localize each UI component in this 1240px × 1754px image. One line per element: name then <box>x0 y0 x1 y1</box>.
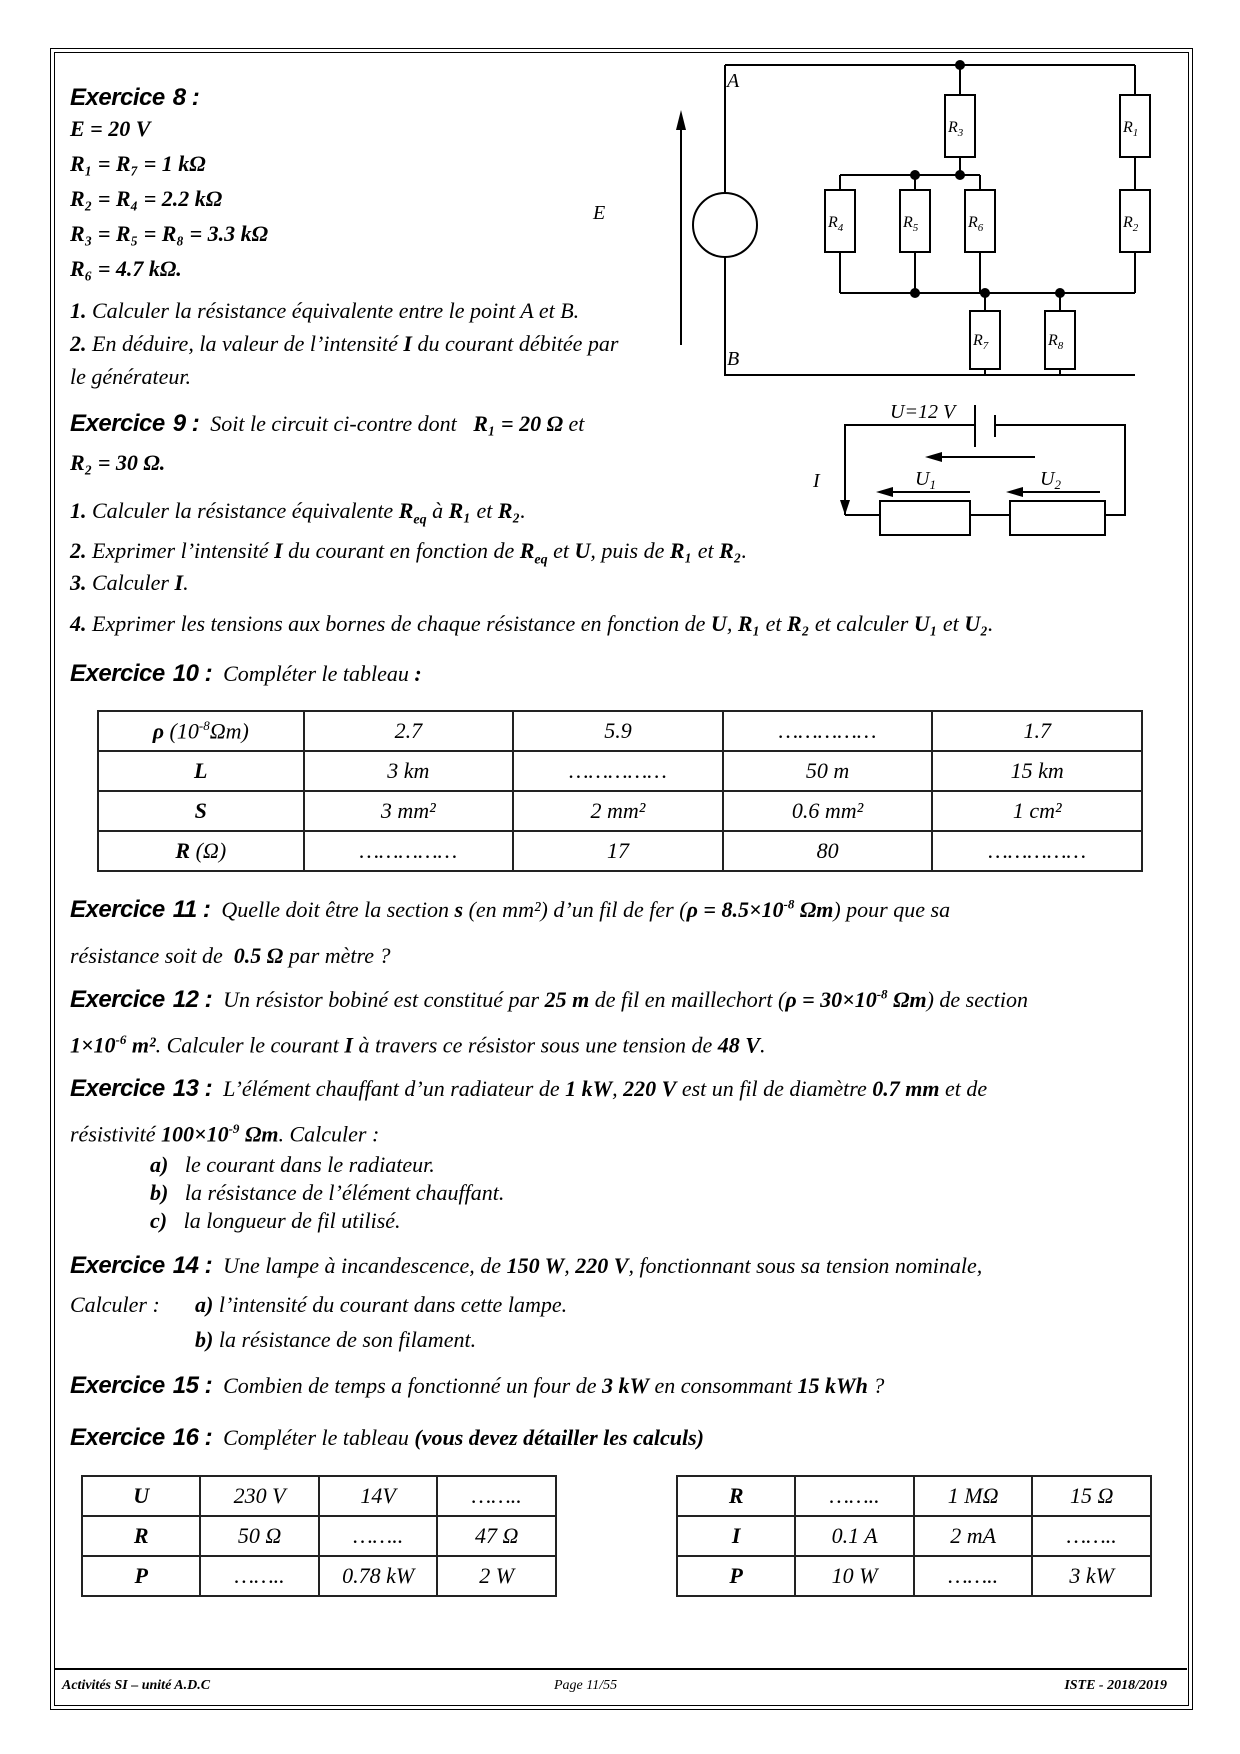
ex8-given-r6: R₆ = 4.7 kΩ. <box>70 256 182 281</box>
ex9-voltage-label: U=12 V <box>890 401 956 423</box>
r6-label: $R_6$ <box>968 214 984 234</box>
ex9-question-3: 3. Calculer I. <box>70 570 189 595</box>
node-b-label: B <box>727 348 740 370</box>
ex14-item-a: a) l’intensité du courant dans cette lampe. <box>195 1292 568 1317</box>
ex8-question-2-cont: le générateur. <box>70 364 191 389</box>
source-e-label: E <box>593 202 606 224</box>
table-cell: 1 cm² <box>932 791 1142 831</box>
ex13-item-a: a) le courant dans le radiateur. <box>150 1152 435 1177</box>
ex8-heading: Exercice 8 : <box>70 84 200 111</box>
r8-label: $R_8$ <box>1048 332 1064 352</box>
table-cell: …….. <box>319 1516 438 1556</box>
ex13-item-b: b) la résistance de l’élément chauffant. <box>150 1180 505 1205</box>
table-cell: …….. <box>795 1476 914 1516</box>
r4-label: $R_4$ <box>828 214 844 234</box>
table-cell: 3 km <box>304 751 514 791</box>
ex9-circuit-diagram <box>800 395 1140 555</box>
table-row <box>98 791 1142 831</box>
table-cell: 230 V <box>200 1476 319 1516</box>
table-row <box>98 711 1142 751</box>
ex14-calc-label: Calculer : <box>70 1292 160 1317</box>
ex9-u2-label: $U_2$ <box>1040 468 1061 492</box>
ex14-line-1: Exercice 14 : Une lampe à incandescence, de 150 W, 220 V, fonctionnant sous sa tension nominale, <box>70 1252 983 1279</box>
table-row <box>82 1556 556 1596</box>
ex8-question-1: 1. Calculer la résistance équivalente entre le point A et B. <box>70 298 580 323</box>
r7-label: $R_7$ <box>973 332 989 352</box>
ex11-line-2: résistance soit de 0.5 Ω par mètre ? <box>70 943 391 968</box>
ex8-question-2: 2. En déduire, la valeur de l’intensité I du courant débitée par <box>70 331 619 356</box>
table-cell: 0.6 mm² <box>723 791 933 831</box>
ex10-heading: Exercice 10 : Compléter le tableau : <box>70 660 422 687</box>
ex8-given-e: E = 20 V <box>70 116 151 141</box>
table-header-cell: U <box>82 1476 200 1516</box>
table-cell: …….. <box>914 1556 1033 1596</box>
ex16-table-left <box>81 1475 557 1597</box>
ex9-question-2: 2. Exprimer l’intensité I du courant en fonction de $R_{eq}$ et U, puis de R₁ et R₂. <box>70 538 747 568</box>
table-row <box>82 1516 556 1556</box>
ex13-line-1: Exercice 13 : L’élément chauffant d’un radiateur de 1 kW, 220 V est un fil de diamètre 0.7 mm et de <box>70 1075 988 1102</box>
ex9-u1-label: $U_1$ <box>915 468 936 492</box>
table-cell: 2.7 <box>304 711 514 751</box>
table-cell: …….. <box>1032 1516 1151 1556</box>
table-cell: 3 kW <box>1032 1556 1151 1596</box>
table-header-cell: R (Ω) <box>98 831 304 871</box>
table-cell: 0.78 kW <box>319 1556 438 1596</box>
table-row <box>98 831 1142 871</box>
footer-left: Activités SI – unité A.D.C <box>62 1678 211 1693</box>
table-header-cell: P <box>82 1556 200 1596</box>
table-cell: 5.9 <box>513 711 723 751</box>
table-header-cell: P <box>677 1556 795 1596</box>
r1-label: $R_1$ <box>1123 119 1139 139</box>
ex15-line: Exercice 15 : Combien de temps a fonctionné un four de 3 kW en consommant 15 kWh ? <box>70 1372 885 1399</box>
table-row <box>677 1556 1151 1596</box>
ex9-question-1: 1. Calculer la résistance équivalente $R_{eq}$ à R₁ et R₂. <box>70 498 526 528</box>
table-header-cell: L <box>98 751 304 791</box>
table-cell: 15 Ω <box>1032 1476 1151 1516</box>
table-cell: 15 km <box>932 751 1142 791</box>
table-cell: 2 W <box>437 1556 556 1596</box>
table-cell: …….. <box>437 1476 556 1516</box>
table-cell: 0.1 A <box>795 1516 914 1556</box>
ex12-line-2: $1\times 10^{-6}$ m². Calculer le courant I à travers ce résistor sous une tension de 48 V. <box>70 1032 766 1058</box>
table-row <box>98 751 1142 791</box>
ex14-item-b: b) la résistance de son filament. <box>195 1327 477 1352</box>
node-a-label: A <box>727 70 740 92</box>
ex11-line-1: Exercice 11 : Quelle doit être la section s (en mm²) d’un fil de fer ($\rho = 8.5\times 10^{-8}$ Ωm) pour que sa <box>70 896 951 923</box>
table-header-cell: R <box>677 1476 795 1516</box>
r5-label: $R_5$ <box>903 214 919 234</box>
table-header-cell: ρ $(10^{-8}\Omega m)$ <box>98 711 304 751</box>
table-header-cell: S <box>98 791 304 831</box>
r2-label: $R_2$ <box>1123 214 1139 234</box>
r3-label: $R_3$ <box>948 119 964 139</box>
table-row <box>677 1476 1151 1516</box>
ex16-heading: Exercice 16 : Compléter le tableau (vous devez détailler les calculs) <box>70 1424 704 1451</box>
table-row <box>82 1476 556 1516</box>
ex9-heading: Exercice 9 : Soit le circuit ci-contre dont R₁ = 20 Ω et <box>70 410 585 437</box>
table-cell: …………… <box>723 711 933 751</box>
ex8-circuit-diagram <box>593 55 1155 385</box>
table-cell: …………… <box>932 831 1142 871</box>
table-cell: 17 <box>513 831 723 871</box>
ex9-r2: R₂ = 30 Ω. <box>70 450 166 475</box>
page-footer <box>54 1668 1187 1702</box>
ex8-given-r3: R₃ = R₅ = R₈ = 3.3 kΩ <box>70 221 269 246</box>
table-cell: 2 mm² <box>513 791 723 831</box>
table-cell: 47 Ω <box>437 1516 556 1556</box>
table-cell: 2 mA <box>914 1516 1033 1556</box>
ex8-given-r1: R₁ = R₇ = 1 kΩ <box>70 151 206 176</box>
ex13-item-c: c) la longueur de fil utilisé. <box>150 1208 401 1233</box>
table-cell: 3 mm² <box>304 791 514 831</box>
table-cell: 1 MΩ <box>914 1476 1033 1516</box>
ex13-line-2: résistivité $100\times 10^{-9}$ Ωm. Calculer : <box>70 1121 380 1147</box>
table-cell: …………… <box>304 831 514 871</box>
table-cell: 50 Ω <box>200 1516 319 1556</box>
footer-page-number: Page 11/55 <box>554 1678 618 1693</box>
table-cell: 1.7 <box>932 711 1142 751</box>
table-row <box>677 1516 1151 1556</box>
table-cell: …….. <box>200 1556 319 1596</box>
table-cell: 10 W <box>795 1556 914 1596</box>
table-cell: 50 m <box>723 751 933 791</box>
table-cell: 14V <box>319 1476 438 1516</box>
table-header-cell: I <box>677 1516 795 1556</box>
ex12-line-1: Exercice 12 : Un résistor bobiné est constitué par 25 m de fil en maillechort ($\rho = 30\times 10^{-8}$ Ωm) de section <box>70 986 1028 1013</box>
table-cell: 80 <box>723 831 933 871</box>
ex8-given-r2: R₂ = R₄ = 2.2 kΩ <box>70 186 223 211</box>
ex10-table <box>97 710 1143 872</box>
ex9-question-4: 4. Exprimer les tensions aux bornes de chaque résistance en fonction de U, R₁ et R₂ et calculer U₁ et U₂. <box>70 611 994 636</box>
ex9-current-label: I <box>813 470 820 492</box>
footer-right: ISTE - 2018/2019 <box>1064 1678 1167 1693</box>
ex16-table-right <box>676 1475 1152 1597</box>
table-header-cell: R <box>82 1516 200 1556</box>
table-cell: …………… <box>513 751 723 791</box>
